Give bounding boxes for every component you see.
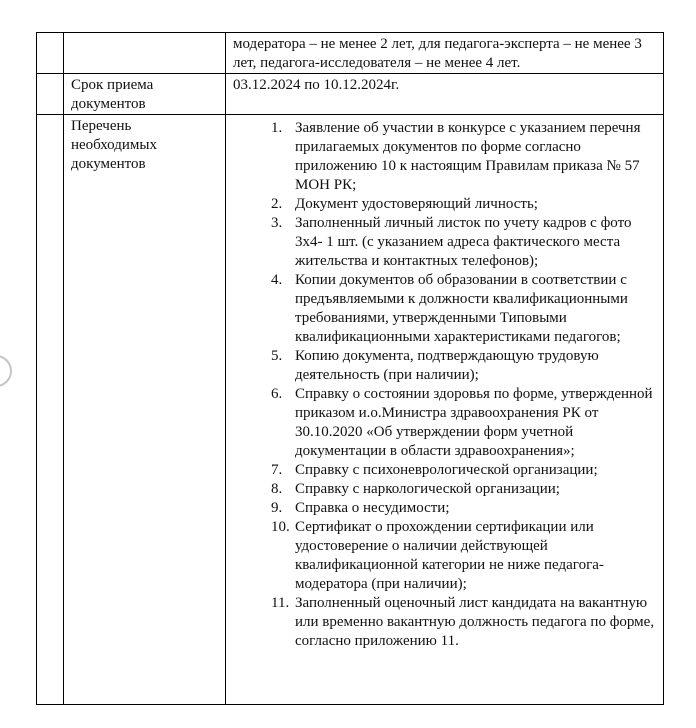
list-item-text: Заполненный оценочный лист кандидата на вакантную или временно вакантную должность педагога по форме, согласно приложению 11. [295,595,655,649]
list-item-text: Справку с психоневрологической организации; [295,462,598,478]
table-row-experience [37,33,664,74]
list-item-text: Документ удостоверяющий личность; [295,196,538,212]
list-item [226,214,657,271]
list-item-number: 7. [271,462,283,478]
deadline-value: 03.12.2024 по 10.12.2024г. [233,77,400,93]
list-item-text: Справку с наркологической организации; [295,481,560,497]
table-row-deadline [37,74,664,115]
row-label-cell [64,74,226,115]
list-item-text: Копии документов об образовании в соответствии с предъявляемыми к должности квалификационными требованиями, утвержденными Типовыми квалификационными характеристиками педагогов; [295,272,628,345]
list-item-number: 1. [271,120,283,136]
row-number-cell [37,74,64,115]
list-item [226,195,657,214]
row-value-cell [226,33,664,74]
list-item [226,594,657,651]
list-item-text: Копию документа, подтверждающую трудовую деятельность (при наличии); [295,348,599,383]
experience-requirement-text: модератора – не менее 2 лет, для педагога-эксперта – не менее 3 лет, педагога-исследователя – не менее 4 лет. [233,36,642,71]
list-item-number: 11. [271,595,290,611]
deadline-label: Срок приема документов [71,77,154,112]
documents-label: Перечень необходимых документов [71,118,157,172]
document-table [36,32,664,705]
list-item-number: 3. [271,215,283,231]
row-label-cell [64,33,226,74]
list-item-number: 5. [271,348,283,364]
list-item [226,480,657,499]
list-item [226,385,657,461]
list-item [226,518,657,594]
list-item-text: Справка о несудимости; [295,500,450,516]
page-nav-circle-button[interactable] [0,355,12,387]
row-value-cell [226,115,664,705]
row-label-cell [64,115,226,705]
list-item [226,461,657,480]
list-item-number: 8. [271,481,283,497]
list-item [226,271,657,347]
row-number-cell [37,33,64,74]
list-item-number: 9. [271,500,283,516]
list-item [226,499,657,518]
list-item [226,347,657,385]
list-item-number: 6. [271,386,283,402]
list-item-text: Справку о состоянии здоровья по форме, утвержденной приказом и.о.Министра здравоохранения РК от 30.10.2020 «Об утверждении форм учетной документации в области здравоохранения»; [295,386,653,459]
list-item [226,119,657,195]
required-documents-list [226,115,663,651]
table-row-documents [37,115,664,705]
list-item-text: Заявление об участии в конкурсе с указанием перечня прилагаемых документов по форме согласно приложению 10 к настоящим Правилам приказа № 57 МОН РК; [295,120,641,193]
list-item-number: 2. [271,196,283,212]
row-number-cell [37,115,64,705]
list-item-text: Заполненный личный листок по учету кадров с фото 3х4- 1 шт. (с указанием адреса фактического места жительства и контактных телефонов); [295,215,632,269]
list-item-number: 4. [271,272,283,288]
list-item-text: Сертификат о прохождении сертификации или удостоверение о наличии действующей квалификационной категории не ниже педагога-модератора (при наличии); [295,519,604,592]
list-item-number: 10. [271,519,290,535]
row-value-cell [226,74,664,115]
